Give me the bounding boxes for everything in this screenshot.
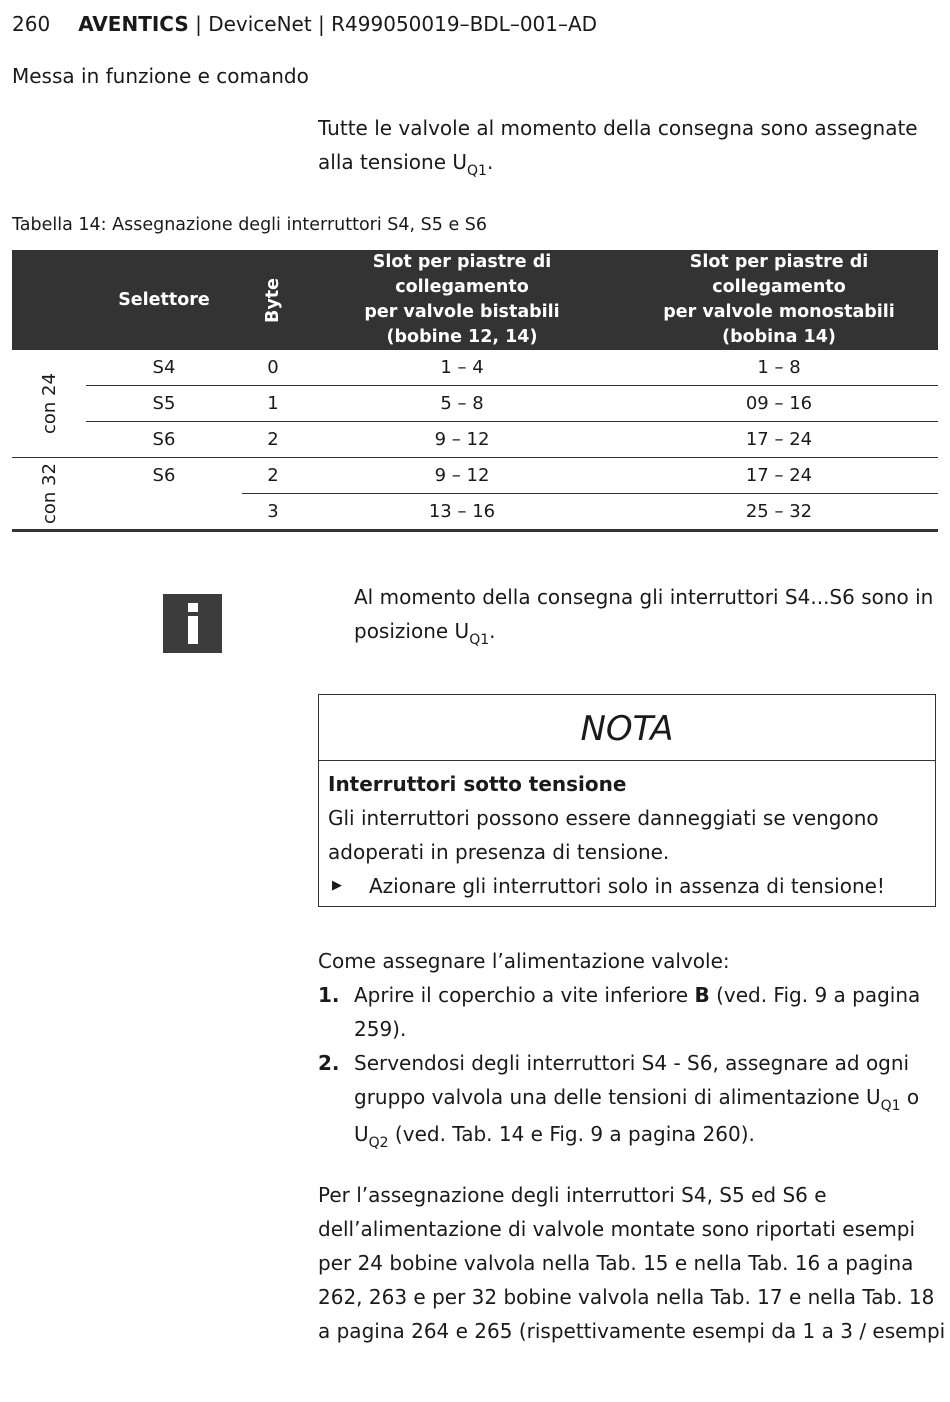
- cell-bistable: 1 – 4: [304, 350, 620, 386]
- nota-bullet: [328, 869, 926, 903]
- cell-byte: 1: [242, 386, 304, 422]
- cell-mono: 1 – 8: [620, 350, 938, 386]
- table-row: [12, 458, 938, 494]
- header-bistable: [304, 250, 620, 350]
- header-byte: [242, 250, 304, 350]
- step2-text: Servendosi degli interruttori S4 - S6, assegnare ad ogni gruppo valvola una delle tensioni di alimentazione U: [354, 1051, 910, 1109]
- cell-selector: S5: [86, 386, 242, 422]
- closing-paragraph: Per l’assegnazione degli interruttori S4, S5 ed S6 e dell’alimentazione di valvole montate sono riportati esempi per 24 bobine valvola nella Tab. 15 e nella Tab. 16 a pagina 262, 263 e per 32 bobine valvola nella Tab. 17 e nella Tab. 18 a pagina 264 e 265 (rispettivamente esempi da 1 a 3 / esempi: [318, 1183, 946, 1343]
- table-header-row: [12, 250, 938, 350]
- cell-bistable: 5 – 8: [304, 386, 620, 422]
- cell-selector: S6: [86, 422, 242, 458]
- step2-text-end: (ved. Tab. 14 e Fig. 9 a pagina 260).: [388, 1122, 755, 1146]
- info-text: Al momento della consegna gli interruttori S4...S6 sono in posizione U: [354, 585, 934, 643]
- cell-byte: 3: [242, 494, 304, 531]
- intro-subscript: Q1: [467, 163, 487, 179]
- page-header: [12, 12, 597, 36]
- cell-bistable: 13 – 16: [304, 494, 620, 531]
- header-empty: [12, 250, 86, 350]
- header-mono-line2: per valvole monostabili: [663, 302, 895, 322]
- cell-mono: 17 – 24: [620, 422, 938, 458]
- switch-assignment-table: [12, 250, 938, 532]
- intro-paragraph: [318, 111, 948, 182]
- info-end: .: [489, 619, 496, 643]
- cell-mono: 17 – 24: [620, 458, 938, 494]
- nota-body: Gli interruttori possono essere danneggiati se vengono adoperati in presenza di tensione.: [328, 806, 879, 864]
- info-icon: [163, 594, 222, 653]
- cell-selector: S4: [86, 350, 242, 386]
- header-byte-label: Byte: [262, 277, 283, 323]
- cell-byte: 2: [242, 458, 304, 494]
- header-selector: Selettore: [86, 250, 242, 350]
- intro-text: Tutte le valvole al momento della consegna sono assegnate alla tensione U: [318, 116, 918, 174]
- header-monostable: [620, 250, 938, 350]
- header-bistable-line1: Slot per piastre di collegamento: [372, 252, 552, 297]
- table-caption: Tabella 14: Assegnazione degli interruttori S4, S5 e S6: [12, 215, 488, 235]
- info-subscript: Q1: [469, 632, 490, 648]
- step1-text-end: (ved. Fig. 9 a pagina 259).: [354, 983, 921, 1041]
- header-mono-line3: (bobina 14): [722, 327, 836, 347]
- cell-byte: 0: [242, 350, 304, 386]
- cell-bistable: 9 – 12: [304, 458, 620, 494]
- brand-name: AVENTICS: [78, 12, 189, 36]
- table-row: [12, 422, 938, 458]
- triangle-bullet-icon: ▶: [332, 878, 342, 893]
- instructions: [318, 944, 948, 1154]
- step1-bold: B: [694, 983, 710, 1007]
- intro-end: .: [486, 150, 494, 174]
- step1-text: Aprire il coperchio a vite inferiore: [354, 983, 695, 1007]
- cell-selector: S6: [86, 458, 242, 531]
- table-row: [12, 350, 938, 386]
- cell-mono: 09 – 16: [620, 386, 938, 422]
- step2-subscript-2: Q2: [368, 1135, 389, 1151]
- nota-title: NOTA: [319, 695, 935, 761]
- instruction-step-1: [318, 978, 948, 1046]
- cell-byte: 2: [242, 422, 304, 458]
- info-note: [354, 580, 948, 651]
- header-bistable-line2: per valvole bistabili: [364, 302, 560, 322]
- step-number: 1.: [318, 983, 340, 1007]
- instructions-lead: Come assegnare l’alimentazione valvole:: [318, 949, 730, 973]
- header-bistable-line3: (bobine 12, 14): [386, 327, 538, 347]
- header-mono-line1: Slot per piastre di collegamento: [689, 252, 869, 297]
- step2-text-mid: o U: [354, 1085, 920, 1146]
- nota-bullet-text: Azionare gli interruttori solo in assenza di tensione!: [369, 874, 885, 898]
- doc-info: | DeviceNet | R499050019–BDL–001–AD: [188, 12, 598, 36]
- table-row: [12, 386, 938, 422]
- group-label-24: con 24: [12, 350, 86, 458]
- cell-bistable: 9 – 12: [304, 422, 620, 458]
- section-title: Messa in funzione e comando: [12, 64, 309, 88]
- nota-content: [319, 761, 935, 909]
- step2-subscript-1: Q1: [880, 1098, 901, 1114]
- nota-heading: Interruttori sotto tensione: [328, 772, 627, 796]
- group-label-32: con 32: [12, 458, 86, 531]
- instruction-step-2: [318, 1046, 948, 1154]
- cell-mono: 25 – 32: [620, 494, 938, 531]
- nota-box: [318, 694, 936, 907]
- step-number: 2.: [318, 1051, 340, 1075]
- page-number: 260: [12, 12, 51, 36]
